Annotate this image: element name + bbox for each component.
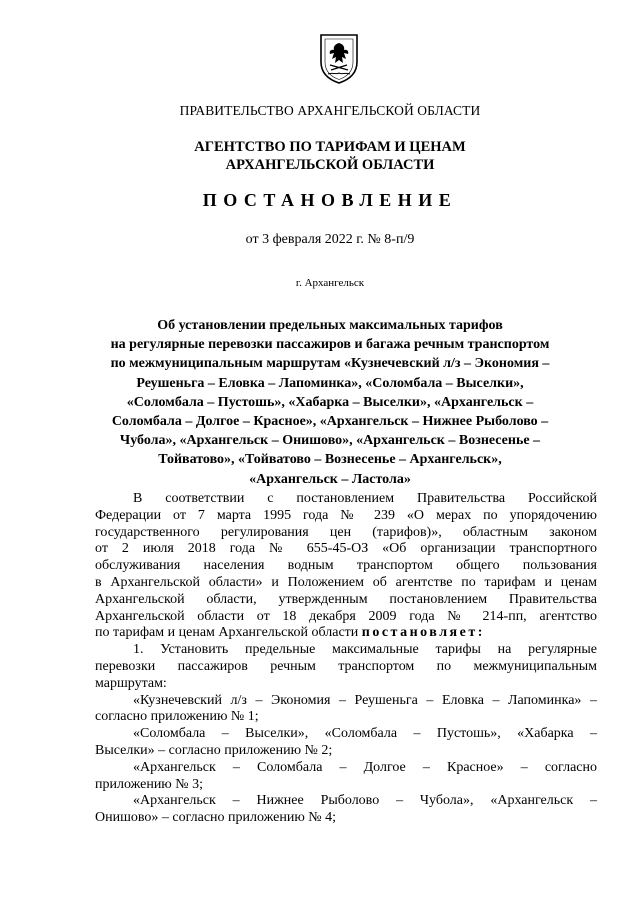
agency-title-line: АГЕНТСТВО ПО ТАРИФАМ И ЦЕНАМ	[194, 139, 466, 155]
government-title: ПРАВИТЕЛЬСТВО АРХАНГЕЛЬСКОЙ ОБЛАСТИ	[179, 103, 481, 118]
decree-body	[95, 491, 597, 827]
body-line: 1. Установить предельные максимальные тарифы на регулярные	[133, 642, 597, 658]
coat-of-arms-emblem	[318, 32, 360, 84]
body-line: Выселки» – согласно приложению № 2;	[95, 742, 333, 758]
subject-line: Тойватово», «Тойватово – Вознесенье – Архангельск»,	[158, 452, 502, 468]
body-line-text: по тарифам и ценам Архангельской области	[95, 625, 359, 641]
decree-subject	[90, 316, 570, 489]
subject-line: «Архангельск – Ластола»	[249, 471, 411, 487]
subject-line: Об установлении предельных максимальных тарифов	[157, 318, 503, 333]
document-type-title: ПОСТАНОВЛЕНИЕ	[202, 190, 458, 210]
body-line: от 2 июля 2018 года № 655-45-ОЗ «Об организации транспортного	[95, 541, 597, 557]
resolves-keyword: постановляет:	[361, 625, 485, 641]
city-name: г. Архангельск	[295, 277, 365, 289]
body-line: государственного регулирования цен (тарифов)», областным законом	[95, 524, 597, 540]
subject-line: на регулярные перевозки пассажиров и багажа речным транспортом	[110, 337, 550, 353]
body-line: «Соломбала – Выселки», «Соломбала – Пустошь», «Хабарка –	[133, 726, 597, 742]
body-line: Архангельской области от 18 декабря 2009 года № 214-пп, агентство	[95, 608, 597, 624]
subject-line: Чубола», «Архангельск – Онишово», «Архангельск – Вознесенье –	[119, 433, 541, 449]
body-line: «Архангельск – Нижнее Рыболово – Чубола», «Архангельск –	[133, 793, 597, 809]
decree-date-number: от 3 февраля 2022 г. № 8-п/9	[245, 232, 415, 247]
body-line: маршрутам:	[95, 675, 167, 691]
body-line: перевозки пассажиров речным транспортом по межмуниципальным	[95, 658, 597, 674]
subject-line: Реушеньга – Еловка – Лапоминка», «Соломбала – Выселки»,	[136, 375, 524, 391]
body-line: Федерации от 7 марта 1995 года № 239 «О мерах по упорядочению	[95, 507, 597, 523]
body-line: согласно приложению № 1;	[95, 709, 259, 725]
subject-line: «Соломбала – Пустошь», «Хабарка – Выселки», «Архангельск –	[126, 394, 534, 410]
body-line: В соответствии с постановлением Правительства Российской	[133, 491, 597, 506]
subject-line: по межмуниципальным маршрутам «Кузнечевский л/з – Экономия –	[110, 356, 550, 372]
agency-title-line: АРХАНГЕЛЬСКОЙ ОБЛАСТИ	[225, 157, 435, 173]
body-line: Архангельской области, утвержденным постановлением Правительства	[95, 591, 597, 607]
body-line: в Архангельской области» и Положением об агентстве по тарифам и ценам	[95, 574, 597, 590]
body-line: обслуживания населения водным транспортом общего пользования	[95, 558, 597, 574]
body-line	[95, 625, 597, 642]
body-line: приложению № 3;	[95, 776, 204, 792]
body-line: Онишово» – согласно приложению № 4;	[95, 810, 337, 826]
body-line: «Архангельск – Соломбала – Долгое – Красное» – согласно	[133, 759, 597, 775]
agency-title	[60, 138, 600, 174]
body-line: «Кузнечевский л/з – Экономия – Реушеньга – Еловка – Лапоминка» –	[133, 692, 597, 708]
subject-line: Соломбала – Долгое – Красное», «Архангельск – Нижнее Рыболово –	[111, 414, 549, 430]
